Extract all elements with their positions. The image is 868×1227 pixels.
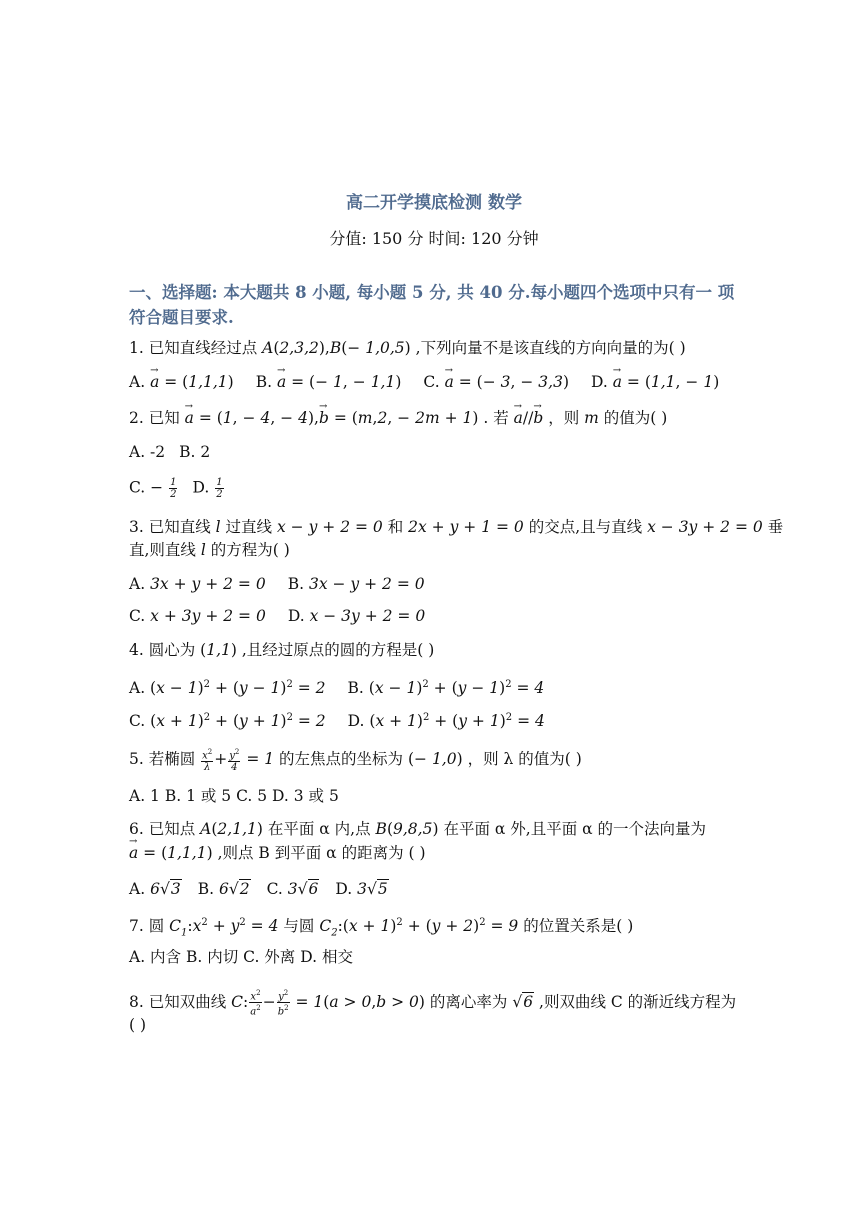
question-5: 5. 若椭圆 $\frac{x^2}{\lambda}$ + $\frac{y^2}{4}$ = 1 的左焦点的坐标为 (− 1,0) ，则 λ 的值为( ) xyxy=(129,748,582,774)
question-6-options: A. 6√3 B. 6√2 C. 3√6 D. 3√5 xyxy=(129,880,388,898)
section-heading: 一、选择题: 本大题共 8 小题, 每小题 5 分, 共 40 分.每小题四个选项中只有一 项符合题目要求. xyxy=(129,283,735,327)
question-4: 4. 圆心为 (1,1) ,且经过原点的圆的方程是( ) xyxy=(129,641,435,659)
question-8-line-1: 8. 已知双曲线 C: $\frac{x^2}{a^2}$ − $\frac{y^2}{b^2}$ = 1(a > 0,b > 0) 的离心率为 √6 ,则双曲线 C 的渐近线方程为 xyxy=(129,989,737,1018)
question-3-line-2: 直,则直线 l 的方程为( ) xyxy=(129,541,290,559)
question-3-line-1: 3. 已知直线 l 过直线 x − y + 2 = 0 和 2x + y + 1 = 0 的交点,且与直线 x − 3y + 2 = 0 垂 xyxy=(129,518,784,536)
question-1: 1. 已知直线经过点 A(2,3,2),B(− 1,0,5) ,下列向量不是该直线的方向向量的为( ) xyxy=(129,339,686,357)
question-2: 2. 已知 → a = (1, − 4, − 4),→ b = (m,2, − 2m + 1) . 若 → a//→ b ，则 m 的值为( ) xyxy=(129,408,667,428)
question-4-options-ab: A. $(x - 1)^2 + (y - 1)^2 = 2$ B. $(x - 1)^2 + (y - 1)^2 = 4$ xyxy=(129,679,545,698)
question-8-line-2: ( ) xyxy=(129,1016,147,1034)
question-2-options-ab: A. -2 B. 2 xyxy=(129,443,211,461)
question-5-options: A. 1 B. 1 或 5 C. 5 D. 3 或 5 xyxy=(129,787,339,805)
question-4-options-cd: C. $(x + 1)^2 + (y + 1)^2 = 2$ D. $(x + 1)^2 + (y + 1)^2 = 4$ xyxy=(129,712,545,731)
question-1-options: A. → a = (1,1,1) B. → a = (− 1, − 1,1) C. → a = (− 3, − 3,3) D. → a = (1,1, − 1) xyxy=(129,372,719,392)
question-7-options: A. 内含 B. 内切 C. 外离 D. 相交 xyxy=(129,948,353,966)
question-2-options-cd: C. − $\frac{1}{2}$ D. $\frac{1}{2}$ xyxy=(129,477,223,500)
page-subtitle: 分值: 150 分 时间: 120 分钟 xyxy=(329,229,539,248)
question-7: 7. 圆 $C_1:x^2 + y^2 = 4$ 与圆 $C_2:(x + 1)^2 + (y + 2)^2 = 9$ 的位置关系是( ) xyxy=(129,917,634,939)
question-6-line-1: 6. 已知点 A(2,1,1) 在平面 α 内,点 B(9,8,5) 在平面 α 外,且平面 α 的一个法向量为 xyxy=(129,820,707,838)
question-3-options-ab: A. 3x + y + 2 = 0 B. 3x − y + 2 = 0 xyxy=(129,575,425,593)
page-title: 高二开学摸底检测 数学 xyxy=(346,193,522,213)
question-3-options-cd: C. x + 3y + 2 = 0 D. x − 3y + 2 = 0 xyxy=(129,607,426,625)
question-6-line-2: → a = (1,1,1) ,则点 B 到平面 α 的距离为 ( ) xyxy=(129,843,426,863)
